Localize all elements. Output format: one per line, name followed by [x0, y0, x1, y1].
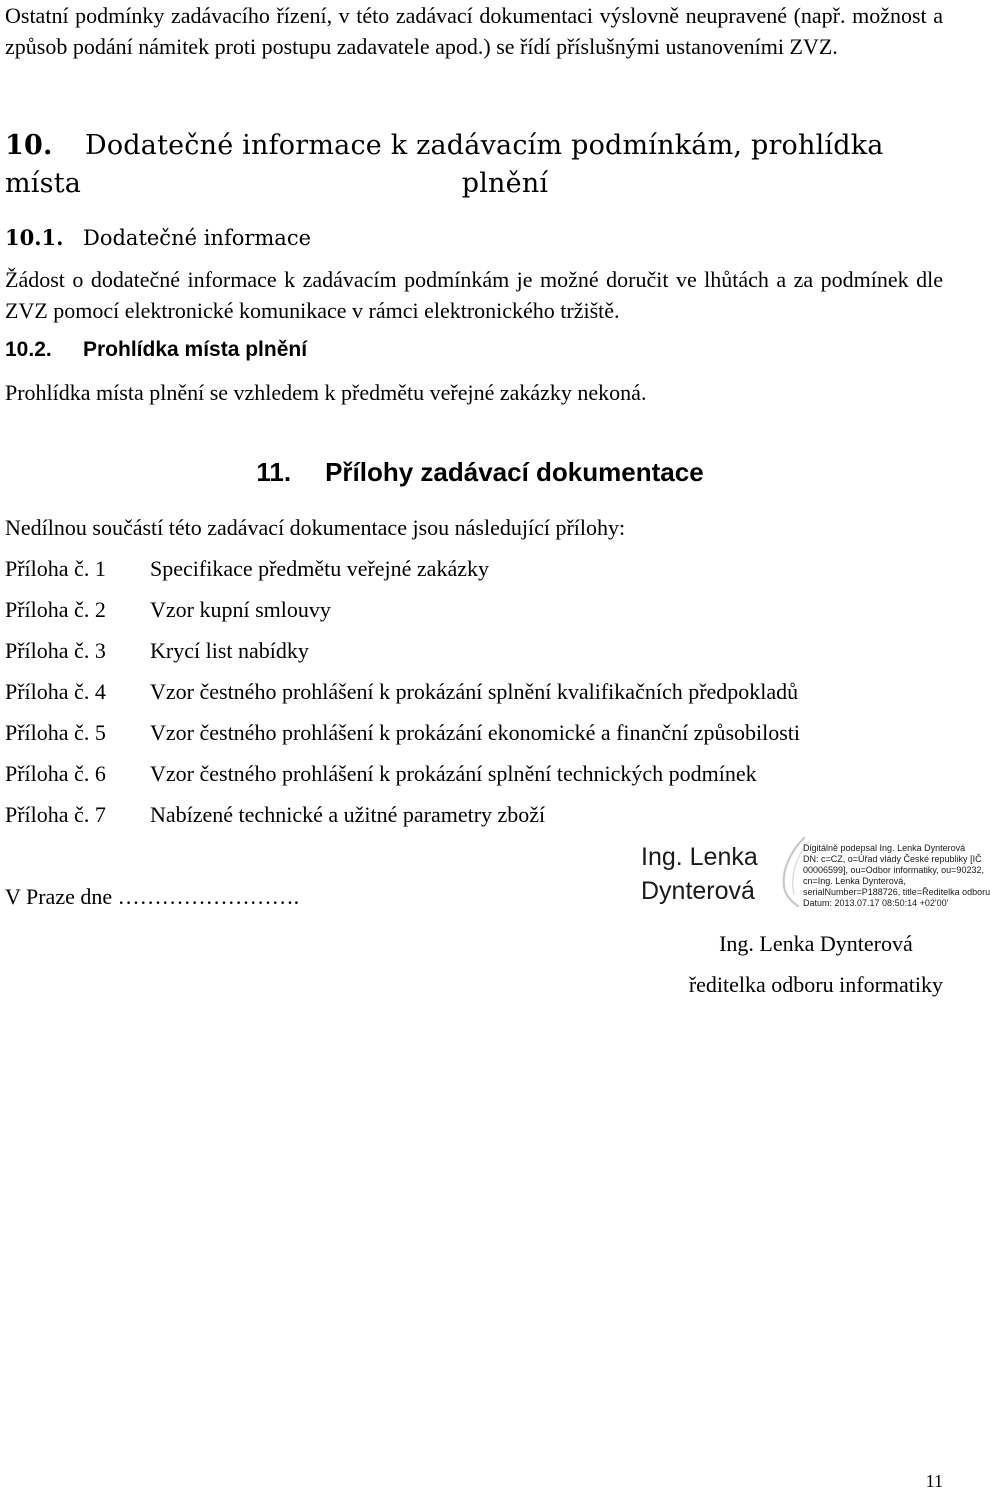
list-item	[5, 676, 943, 717]
signature-detail-line: DN: c=CZ, o=Úřad vlády České republiky [IČ	[803, 854, 982, 864]
attachment-label: Příloha č. 1	[5, 556, 106, 581]
section-10-title-line1: Dodatečné informace k zadávacím podmínkám, prohlídka místa	[5, 130, 884, 199]
section-10-1-heading	[5, 224, 311, 252]
section-10-1-title: Dodatečné informace	[83, 226, 312, 250]
list-item	[5, 799, 943, 840]
section-10-1-text: Žádost o dodatečné informace k zadávacím podmínkám je možné doručit ve lhůtách a za podmínek dle ZVZ pomocí elektronické komunikace v rámci elektronického tržiště.	[5, 267, 943, 323]
attachment-text: Vzor čestného prohlášení k prokázání splnění kvalifikačních předpokladů	[150, 679, 799, 704]
section-11-number: 11.	[256, 457, 292, 487]
signature-detail-line: Digitálně podepsal Ing. Lenka Dynterová	[803, 843, 966, 853]
attachment-label: Příloha č. 3	[5, 638, 106, 663]
attachment-label: Příloha č. 2	[5, 597, 106, 622]
list-item	[5, 717, 943, 758]
section-11-heading	[0, 455, 960, 489]
attachment-text: Vzor kupní smlouvy	[150, 597, 331, 622]
section-11-title: Přílohy zadávací dokumentace	[325, 457, 704, 487]
digital-signature-details	[803, 843, 990, 909]
signer-name: Ing. Lenka Dynterová	[719, 931, 913, 956]
signature-detail-line: cn=Ing. Lenka Dynterová,	[803, 876, 906, 886]
attachment-text: Vzor čestného prohlášení k prokázání ekonomické a finanční způsobilosti	[150, 720, 801, 745]
list-item	[5, 758, 943, 799]
digital-signature-name	[641, 840, 758, 908]
attachments-intro: Nedílnou součástí této zadávací dokumentace jsou následující přílohy:	[5, 515, 626, 540]
signature-name-line2: Dynterová	[641, 877, 755, 905]
attachments-list	[5, 553, 943, 840]
attachment-text: Nabízené technické a užitné parametry zboží	[150, 802, 546, 827]
signature-detail-line: serialNumber=P188726, title=Ředitelka odboru	[803, 887, 990, 897]
attachment-label: Příloha č. 4	[5, 679, 106, 704]
section-10-2-heading	[5, 336, 307, 364]
section-10-title-line2: plnění	[461, 168, 549, 199]
attachment-label: Příloha č. 7	[5, 802, 106, 827]
signature-detail-line: Datum: 2013.07.17 08:50:14 +02'00'	[803, 898, 949, 908]
attachment-label: Příloha č. 6	[5, 761, 106, 786]
signer-title: ředitelka odboru informatiky	[688, 972, 943, 997]
attachment-text: Vzor čestného prohlášení k prokázání splnění technických podmínek	[150, 761, 757, 786]
attachment-text: Krycí list nabídky	[150, 638, 309, 663]
place-and-date: V Praze dne …………………….	[5, 884, 300, 909]
signature-detail-line: 00006599], ou=Odbor informatiky, ou=90232,	[803, 865, 984, 875]
attachment-label: Příloha č. 5	[5, 720, 106, 745]
attachment-text: Specifikace předmětu veřejné zakázky	[150, 556, 489, 581]
signature-name-line1: Ing. Lenka	[641, 843, 758, 871]
intro-paragraph: Ostatní podmínky zadávacího řízení, v této zadávací dokumentaci výslovně neupravené (např. možnost a způsob podání námitek proti postupu zadavatele apod.) se řídí příslušnými ustanoveními ZVZ.	[5, 3, 943, 59]
section-10-2-number: 10.2.	[5, 338, 52, 361]
signer-block	[689, 923, 943, 1005]
section-10-1-number: 10.1.	[5, 225, 64, 250]
page-number: 11	[925, 1471, 943, 1491]
section-10-number: 10.	[5, 130, 53, 161]
list-item	[5, 553, 943, 594]
section-10-2-title: Prohlídka místa plnění	[83, 338, 308, 361]
list-item	[5, 594, 943, 635]
list-item	[5, 635, 943, 676]
section-10-2-text: Prohlídka místa plnění se vzhledem k předmětu veřejné zakázky nekoná.	[5, 380, 647, 405]
